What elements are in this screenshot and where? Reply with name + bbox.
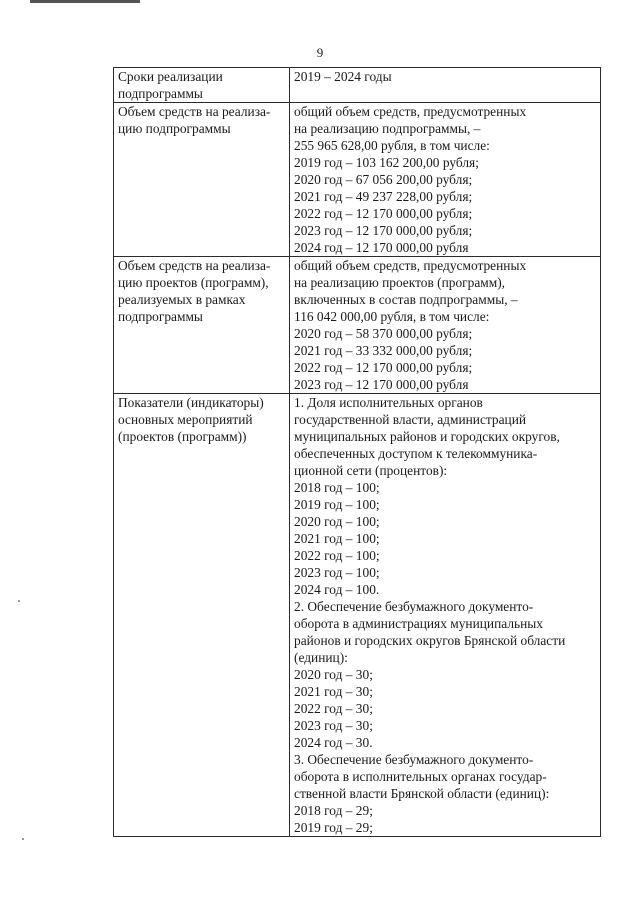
value-line: муниципальных районов и городских округов, [294,429,560,444]
value-line: 2022 год – 12 170 000,00 рубля; [294,360,473,375]
value-line: общий объем средств, предусмотренных [294,258,527,273]
passport-table-body [114,68,601,837]
value-line: общий объем средств, предусмотренных [294,104,527,119]
label-line: реализуемых в рамках [118,292,246,307]
value-line: 2019 год – 29; [294,820,373,835]
value-line: оборота в администрациях муниципальных [294,616,543,631]
label-cell [114,394,290,837]
value-line: 2023 год – 100; [294,565,380,580]
value-line: 2022 год – 12 170 000,00 рубля; [294,206,473,221]
row-project-funding [114,257,601,394]
value-line: 2019 год – 100; [294,497,380,512]
subprogram-passport-table [113,67,601,837]
value-line: 2022 год – 100; [294,548,380,563]
value-line: районов и городских округов Брянской области [294,633,566,648]
value-line: 2024 год – 12 170 000,00 рубля [294,240,469,255]
label-line: цию проектов (программ), [118,275,269,290]
label-line: основных мероприятий [118,412,253,427]
label-line: (проектов (программ)) [118,429,247,444]
value-line: 2. Обеспечение безбумажного документо- [294,599,534,614]
value-line: государственной власти, администраций [294,412,527,427]
value-line: 2019 – 2024 годы [294,69,392,84]
row-implementation-period [114,68,601,103]
value-line: 2022 год – 30; [294,701,373,716]
value-line: 2024 год – 30. [294,735,373,750]
label-cell [114,103,290,257]
label-line: подпрограммы [118,86,203,101]
value-line: ционной сети (процентов): [294,463,448,478]
value-line: 2021 год – 100; [294,531,380,546]
value-line: 2018 год – 29; [294,803,373,818]
value-cell [290,257,601,394]
label-line: цию подпрограммы [118,121,231,136]
value-line: 2020 год – 30; [294,667,373,682]
value-line: 2018 год – 100; [294,480,380,495]
label-line: Сроки реализации [118,69,223,84]
value-line: 1. Доля исполнительных органов [294,395,483,410]
value-line: 2023 год – 30; [294,718,373,733]
row-indicators [114,394,601,837]
value-line: оборота в исполнительных органах государ- [294,769,547,784]
value-line: 2020 год – 100; [294,514,380,529]
value-line: включенных в состав подпрограммы, – [294,292,518,307]
value-line: 255 965 628,00 рубля, в том числе: [294,138,490,153]
label-line: подпрограммы [118,309,203,324]
value-line: 2023 год – 12 170 000,00 рубля; [294,223,473,238]
value-line: 3. Обеспечение безбумажного документо- [294,752,534,767]
value-line: на реализацию проектов (программ), [294,275,506,290]
row-subprogram-funding [114,103,601,257]
value-line: 2024 год – 100. [294,582,380,597]
value-line: на реализацию подпрограммы, – [294,121,481,136]
value-line: (единиц): [294,650,348,665]
value-cell [290,68,601,103]
value-line: 116 042 000,00 рубля, в том числе: [294,309,490,324]
label-cell [114,68,290,103]
value-line: 2020 год – 58 370 000,00 рубля; [294,326,473,341]
value-line: ственной власти Брянской области (единиц): [294,786,550,801]
value-cell [290,394,601,837]
label-line: Объем средств на реализа- [118,104,271,119]
value-line: обеспеченных доступом к телекоммуника- [294,446,538,461]
value-line: 2021 год – 30; [294,684,373,699]
value-cell [290,103,601,257]
label-cell [114,257,290,394]
value-line: 2019 год – 103 162 200,00 рубля; [294,155,479,170]
page-number: 9 [316,45,324,60]
value-line: 2021 год – 49 237 228,00 рубля; [294,189,473,204]
value-line: 2021 год – 33 332 000,00 рубля; [294,343,473,358]
scan-speck [18,600,20,602]
value-line: 2020 год – 67 056 200,00 рубля; [294,172,473,187]
label-line: Показатели (индикаторы) [118,395,264,410]
label-line: Объем средств на реализа- [118,258,271,273]
top-edge-rule [30,0,140,3]
scan-speck [22,838,24,840]
value-line: 2023 год – 12 170 000,00 рубля [294,377,469,392]
